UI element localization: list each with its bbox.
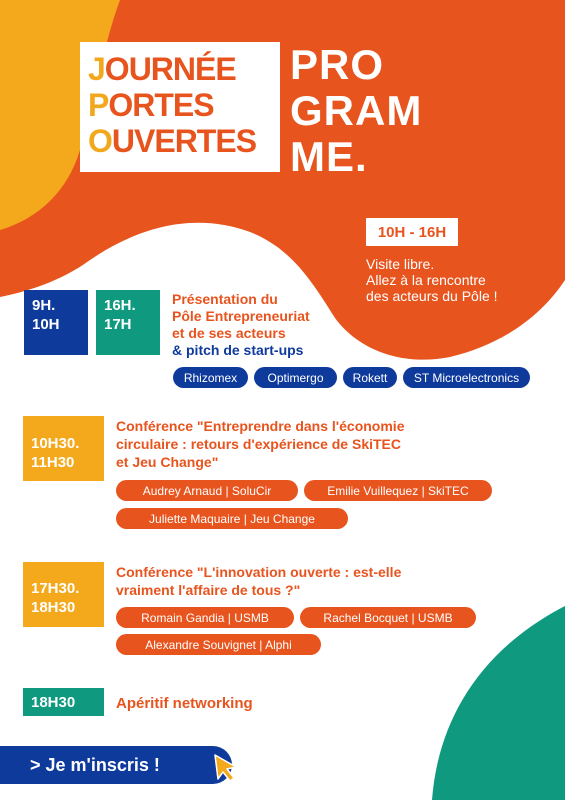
title-line: Pôle Entrepreneuriat — [172, 308, 310, 324]
session-4-time — [23, 688, 104, 716]
speaker-chip: Audrey Arnaud | SoluCir — [116, 480, 298, 501]
time-start: 10H30. — [31, 435, 80, 452]
time-end: 11H30 — [31, 454, 75, 471]
title-line: et de ses acteurs — [172, 325, 286, 341]
speaker-chip: Emilie Vuillequez | SkiTEC — [304, 480, 492, 501]
session-2-time — [23, 416, 104, 481]
title-line: Conférence "L'innovation ouverte : est-elle — [116, 564, 402, 580]
title-line: Présentation du — [172, 291, 278, 307]
speaker-chip: Alexandre Souvignet | Alphi — [116, 634, 321, 655]
programme-line-2: GRAM — [290, 87, 423, 134]
register-button[interactable]: > Je m'inscris ! — [0, 746, 232, 784]
open-visit-line-3: des acteurs du Pôle ! — [366, 288, 498, 304]
speaker-chip: Juliette Maquaire | Jeu Change — [116, 508, 348, 529]
title-line-2: PORTES — [88, 87, 214, 123]
programme-line-1: PRO — [290, 41, 385, 88]
time-start: 18H30 — [31, 694, 76, 711]
time-start: 16H. — [104, 297, 136, 314]
title-line: vraiment l'affaire de tous ?" — [116, 582, 301, 598]
session-1-time-a — [24, 290, 88, 355]
session-3-title — [116, 563, 401, 599]
time-end: 10H — [32, 316, 60, 333]
time-end: 17H — [104, 316, 132, 333]
title-line: Conférence "Entreprendre dans l'économie — [116, 418, 405, 434]
title-line-1: JOURNÉE — [88, 51, 236, 87]
open-visit-text — [366, 256, 498, 304]
title-line: & pitch de start-ups — [172, 342, 304, 358]
title-line: Apéritif networking — [116, 695, 253, 712]
session-1-title — [172, 291, 310, 359]
open-visit-line-1: Visite libre. — [366, 256, 435, 272]
event-title-box — [80, 42, 280, 172]
startup-chip: Rhizomex — [173, 367, 248, 388]
programme-line-3: ME. — [290, 133, 368, 180]
startup-chip: Rokett — [343, 367, 397, 388]
cursor-pointer-icon — [212, 752, 242, 784]
startup-chip: ST Microelectronics — [403, 367, 530, 388]
time-end: 18H30 — [31, 599, 76, 616]
programme-heading — [290, 42, 422, 180]
speaker-chip: Rachel Bocquet | USMB — [300, 607, 476, 628]
session-1-time-b — [96, 290, 160, 355]
title-line-3: OUVERTES — [88, 123, 257, 159]
open-visit-line-2: Allez à la rencontre — [366, 272, 486, 288]
startup-chip: Optimergo — [254, 367, 337, 388]
time-start: 17H30. — [31, 580, 80, 597]
time-start: 9H. — [32, 297, 56, 314]
session-4-title — [116, 695, 253, 712]
session-2-title — [116, 417, 404, 471]
speaker-chip: Romain Gandia | USMB — [116, 607, 294, 628]
session-3-time — [23, 562, 104, 627]
teal-blob — [432, 606, 565, 800]
title-line: circulaire : retours d'expérience de SkiTEC — [116, 436, 401, 452]
title-line: et Jeu Change" — [116, 454, 219, 470]
open-visit-time: 10H - 16H — [366, 218, 458, 246]
